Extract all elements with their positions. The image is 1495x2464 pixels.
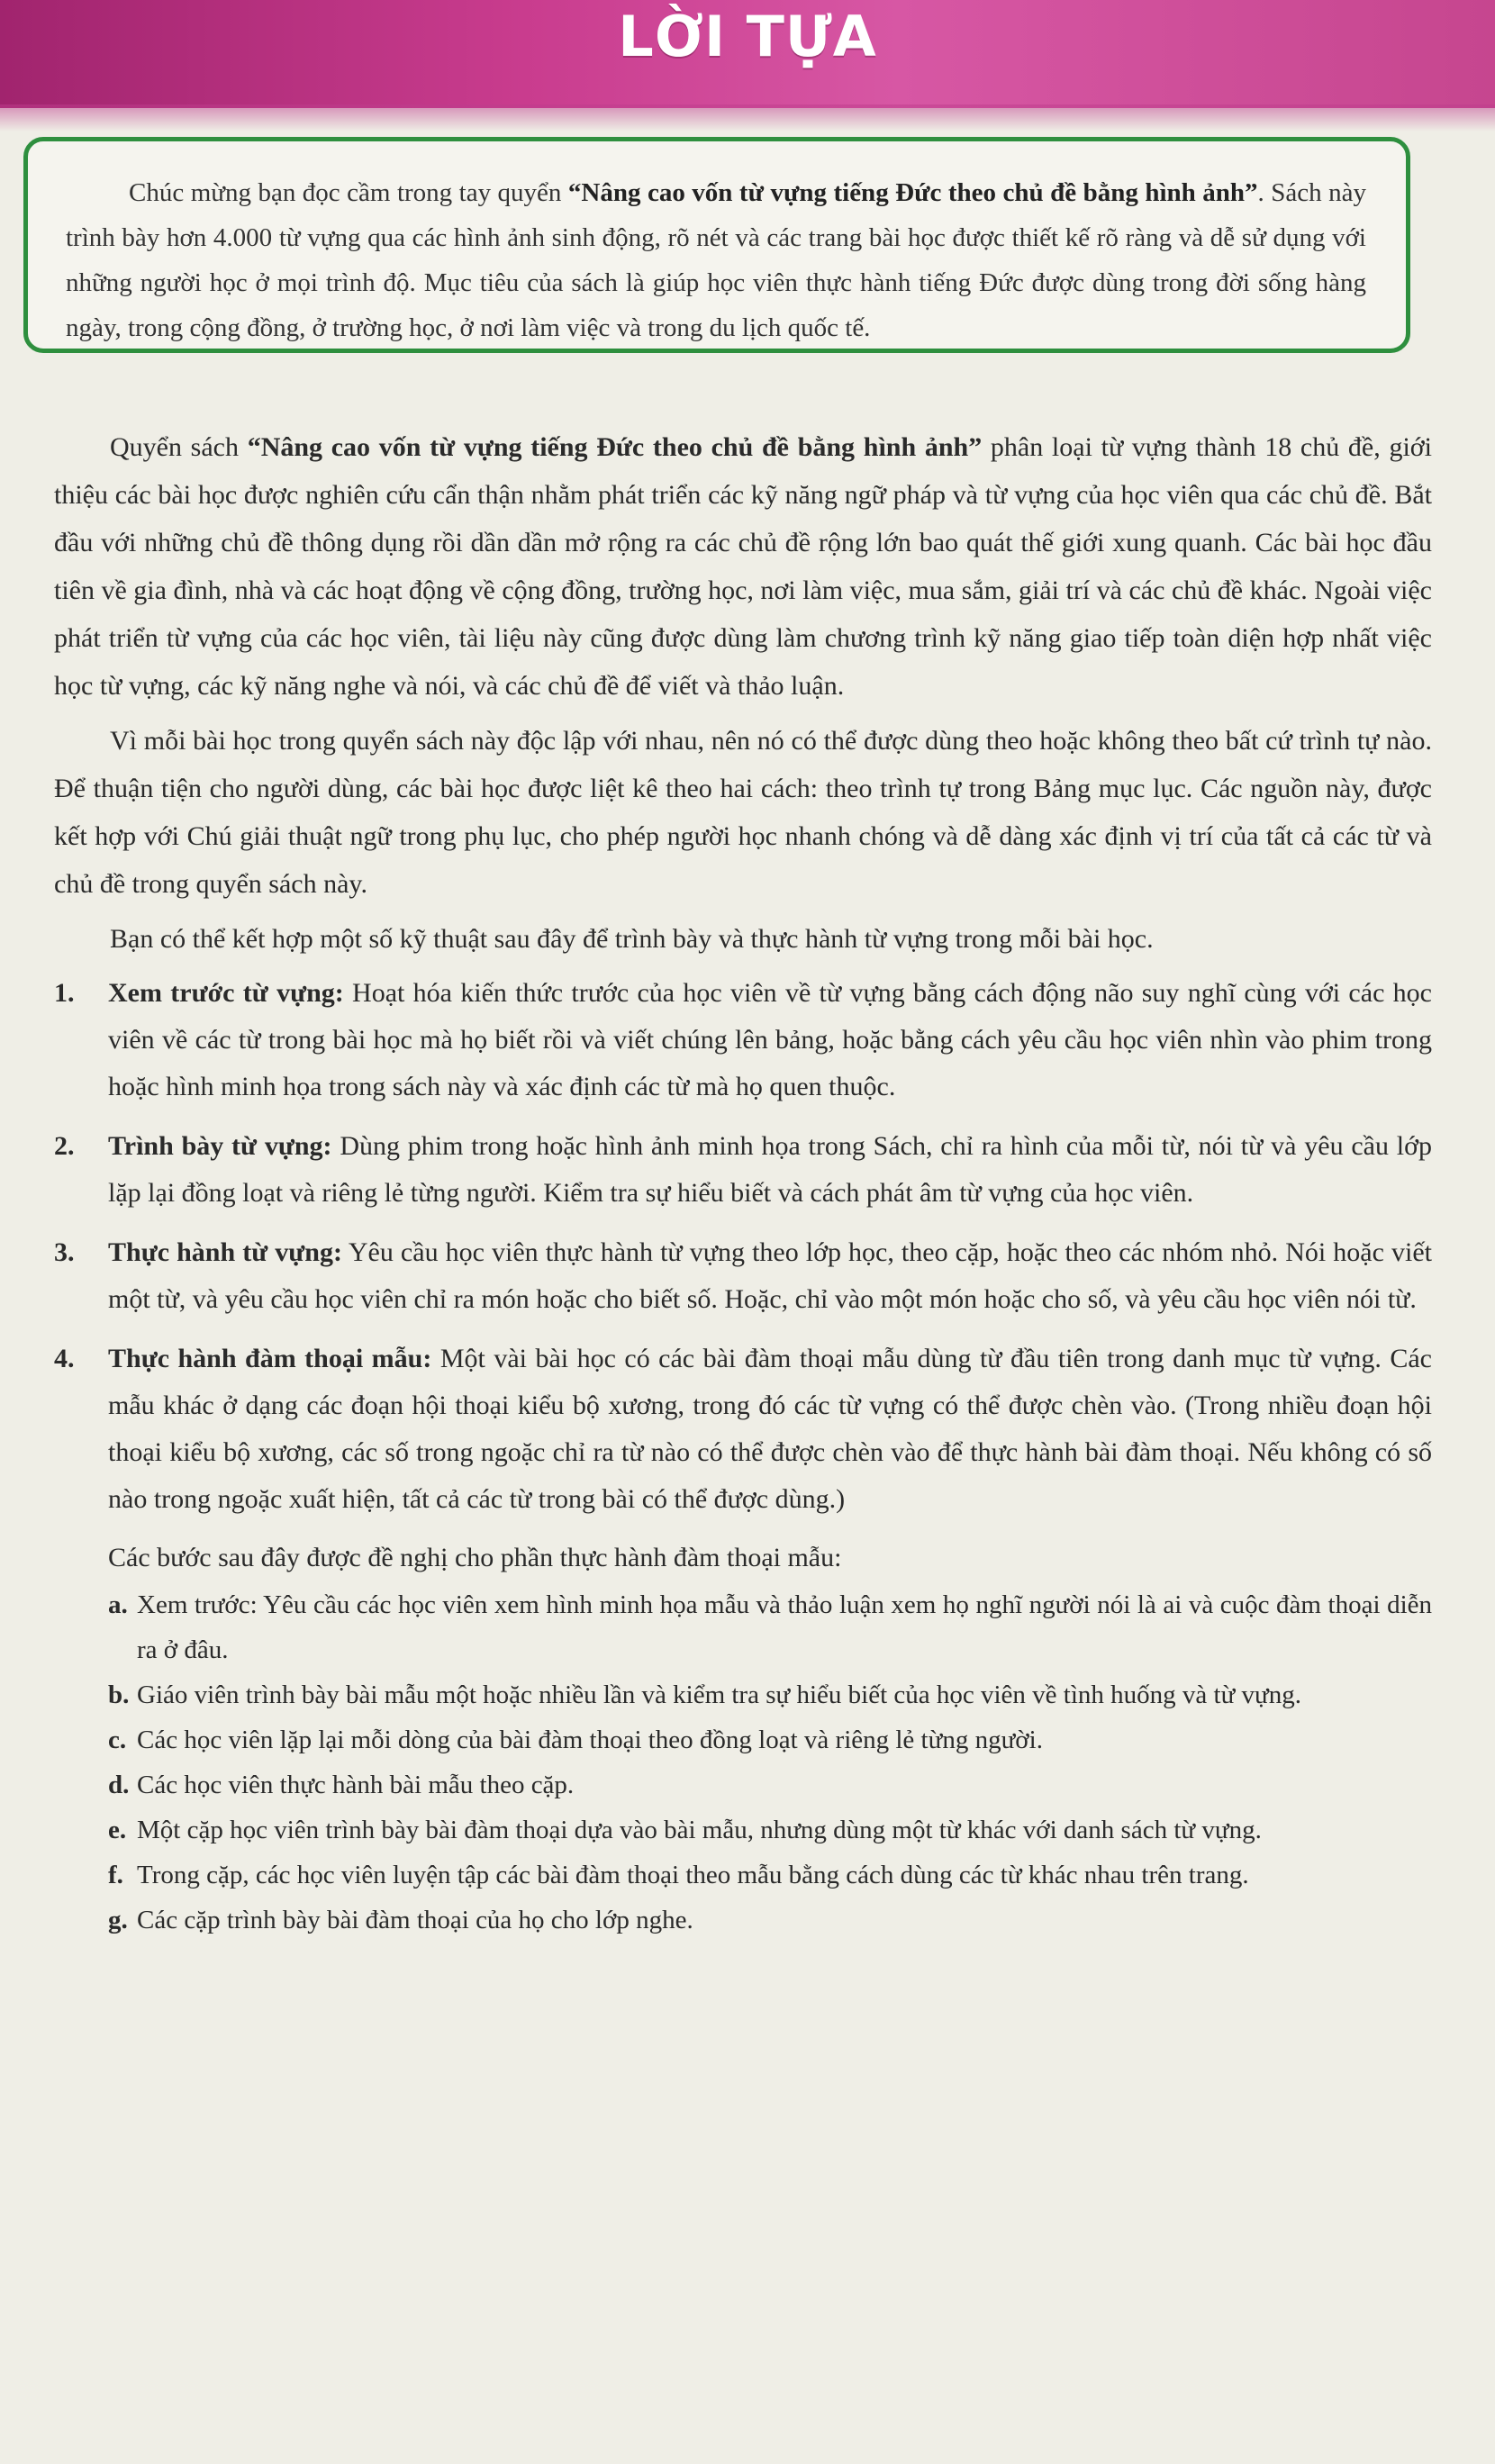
list-item-text: Dùng phim trong hoặc hình ảnh minh họa trong Sách, chỉ ra hình của mỗi từ, nói từ và yêu cầu lớp lặp lại đồng loạt và riêng lẻ từng người. Kiểm tra sự hiểu biết và cách phát âm từ vựng của học viên. xyxy=(108,1131,1432,1208)
step-item xyxy=(54,1582,1432,1672)
page-title: LỜI TỰA xyxy=(618,4,877,69)
list-item-text: Một vài bài học có các bài đàm thoại mẫu dùng từ đầu tiên trong danh mục từ vựng. Các mẫu khác ở dạng các đoạn hội thoại kiểu bộ xương, trong đó các từ vựng có thể được chèn vào. (Trong nhiều đoạn hội thoại kiểu bộ xương, các số trong ngoặc chỉ ra từ nào có thể được chèn vào để thực hành bài đàm thoại. Nếu không có số nào trong ngoặc xuất hiện, tất cả các từ trong bài có thể được dùng.) xyxy=(108,1344,1432,1514)
paragraph-3: Bạn có thể kết hợp một số kỹ thuật sau đây để trình bày và thực hành từ vựng trong mỗi bài học. xyxy=(110,924,1154,954)
steps-intro: Các bước sau đây được đề nghị cho phần thực hành đàm thoại mẫu: xyxy=(108,1543,842,1572)
p1-book-title: “Nâng cao vốn từ vựng tiếng Đức theo chủ đề bằng hình ảnh” xyxy=(247,432,983,462)
list-number: 4. xyxy=(54,1344,75,1373)
step-text: Xem trước: Yêu cầu các học viên xem hình minh họa mẫu và thảo luận xem họ nghĩ người nói là ai và cuộc đàm thoại diễn ra ở đâu. xyxy=(137,1590,1432,1664)
list-item-title: Thực hành từ vựng: xyxy=(108,1237,342,1267)
step-item xyxy=(54,1898,1432,1943)
list-item xyxy=(54,1123,1432,1217)
list-item xyxy=(54,1336,1432,1523)
paragraph-2: Vì mỗi bài học trong quyển sách này độc lập với nhau, nên nó có thể được dùng theo hoặc không theo bất cứ trình tự nào. Để thuận tiện cho người dùng, các bài học được liệt kê theo hai cách: theo trình tự trong Bảng mục lục. Các nguồn này, được kết hợp với Chú giải thuật ngữ trong phụ lục, cho phép người học nhanh chóng và dễ dàng xác định vị trí của tất cả các từ và chủ đề trong quyển sách này. xyxy=(54,726,1432,899)
step-text: Các học viên lặp lại mỗi dòng của bài đàm thoại theo đồng loạt và riêng lẻ từng người. xyxy=(137,1726,1043,1754)
intro-paragraph xyxy=(66,170,1366,350)
technique-list xyxy=(54,970,1432,1523)
steps-list xyxy=(54,1582,1432,1943)
list-number: 3. xyxy=(54,1237,75,1267)
step-letter: d. xyxy=(108,1771,130,1799)
step-letter: e. xyxy=(108,1816,127,1844)
step-text: Các cặp trình bày bài đàm thoại của họ cho lớp nghe. xyxy=(137,1906,693,1934)
list-number: 2. xyxy=(54,1131,75,1161)
paragraph-1 xyxy=(54,423,1432,710)
step-text: Các học viên thực hành bài mẫu theo cặp. xyxy=(137,1771,575,1799)
intro-text-after: . Sách này trình bày hơn 4.000 từ vựng qua các hình ảnh sinh động, rõ nét và các trang bài học được thiết kế rõ ràng và dễ sử dụng với những người học ở mọi trình độ. Mục tiêu của sách là giúp học viên thực hành tiếng Đức được dùng trong đời sống hàng ngày, trong cộng đồng, ở trường học, ở nơi làm việc và trong du lịch quốc tế. xyxy=(66,178,1366,342)
step-letter: f. xyxy=(108,1861,123,1889)
list-item xyxy=(54,1229,1432,1323)
step-text: Trong cặp, các học viên luyện tập các bài đàm thoại theo mẫu bằng cách dùng các từ khác nhau trên trang. xyxy=(137,1861,1249,1889)
step-item xyxy=(54,1762,1432,1807)
step-text: Một cặp học viên trình bày bài đàm thoại dựa vào bài mẫu, nhưng dùng một từ khác với danh sách từ vựng. xyxy=(137,1816,1262,1844)
list-item-text: Yêu cầu học viên thực hành từ vựng theo lớp học, theo cặp, hoặc theo các nhóm nhỏ. Nói hoặc viết một từ, và yêu cầu học viên chỉ ra món hoặc cho biết số. Hoặc, chỉ vào một món hoặc cho số, và yêu cầu học viên nói từ. xyxy=(108,1237,1432,1314)
step-item xyxy=(54,1853,1432,1898)
step-item xyxy=(54,1672,1432,1717)
main-content xyxy=(54,423,1432,1943)
p1-before: Quyển sách xyxy=(110,432,248,462)
intro-box xyxy=(23,137,1410,353)
step-item xyxy=(54,1717,1432,1762)
list-item-title: Xem trước từ vựng: xyxy=(108,978,344,1008)
list-item-title: Trình bày từ vựng: xyxy=(108,1131,332,1161)
intro-text-before: Chúc mừng bạn đọc cầm trong tay quyển xyxy=(129,178,568,207)
step-text: Giáo viên trình bày bài mẫu một hoặc nhiều lần và kiểm tra sự hiểu biết của học viên về tình huống và từ vựng. xyxy=(137,1680,1302,1709)
step-letter: g. xyxy=(108,1906,128,1934)
list-item-text: Hoạt hóa kiến thức trước của học viên về từ vựng bằng cách động não suy nghĩ cùng với các học viên về các từ trong bài học mà họ biết rồi và viết chúng lên bảng, hoặc bằng cách yêu cầu học viên nhìn vào phim trong hoặc hình minh họa trong sách này và xác định các từ mà họ quen thuộc. xyxy=(108,978,1432,1101)
list-item-title: Thực hành đàm thoại mẫu: xyxy=(108,1344,432,1373)
step-letter: b. xyxy=(108,1680,130,1709)
list-number: 1. xyxy=(54,978,75,1008)
step-letter: c. xyxy=(108,1726,127,1754)
intro-book-title: “Nâng cao vốn từ vựng tiếng Đức theo chủ đề bằng hình ảnh” xyxy=(567,178,1258,207)
list-item xyxy=(54,970,1432,1110)
step-item xyxy=(54,1807,1432,1853)
header-band xyxy=(0,0,1495,108)
step-letter: a. xyxy=(108,1590,128,1619)
p1-after: phân loại từ vựng thành 18 chủ đề, giới thiệu các bài học được nghiên cứu cẩn thận nhằm phát triển các kỹ năng ngữ pháp và từ vựng của học viên qua các chủ đề. Bắt đầu với những chủ đề thông dụng rồi dần dần mở rộng ra các chủ đề rộng lớn bao quát thế giới xung quanh. Các bài học đầu tiên về gia đình, nhà và các hoạt động về cộng đồng, trường học, nơi làm việc, mua sắm, giải trí và các chủ đề khác. Ngoài việc phát triển từ vựng của các học viên, tài liệu này cũng được dùng làm chương trình kỹ năng giao tiếp toàn diện hợp nhất việc học từ vựng, các kỹ năng nghe và nói, và các chủ đề để viết và thảo luận. xyxy=(54,432,1432,701)
